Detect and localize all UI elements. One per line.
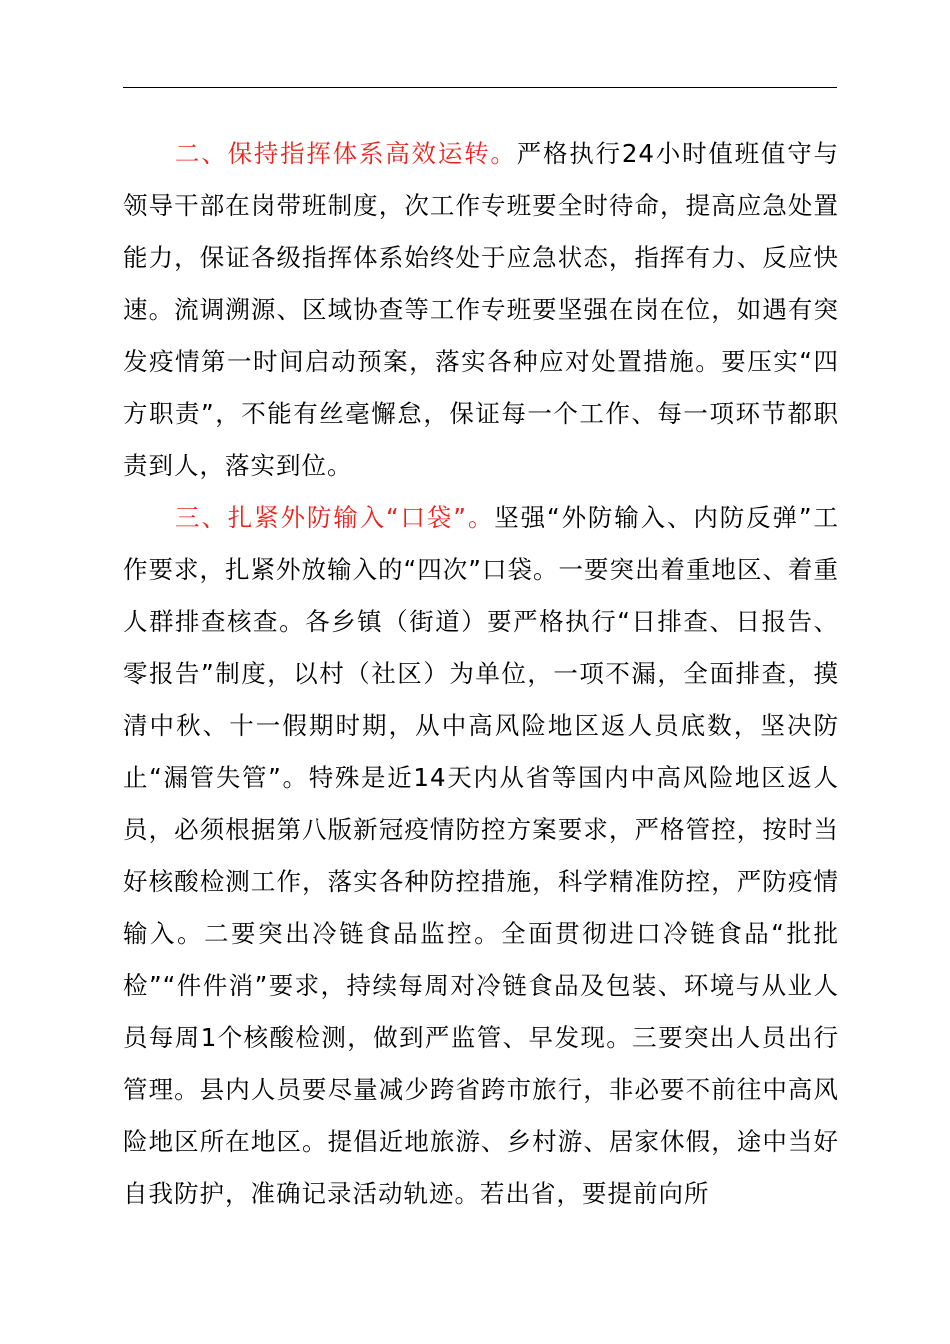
section-heading-two: 二、保持指挥体系高效运转。 bbox=[175, 139, 517, 168]
paragraph-external-defense bbox=[123, 492, 839, 1220]
header-rule bbox=[123, 87, 837, 88]
document-body bbox=[123, 128, 839, 1220]
paragraph-command-system bbox=[123, 128, 839, 492]
section-body-three: 坚强“外防输入、内防反弹”工作要求，扎紧外放输入的“四次”口袋。一要突出着重地区、着重人群排查核查。各乡镇（街道）要严格执行“日排查、日报告、零报告”制度，以村（社区）为单位，一项不漏，全面排查，摸清中秋、十一假期时期，从中高风险地区返人员底数，坚决防止“漏管失管”。特殊是近14天内从省等国内中高风险地区返人员，必须根据第八版新冠疫情防控方案要求，严格管控，按时当好核酸检测工作，落实各种防控措施，科学精准防控，严防疫情输入。二要突出冷链食品监控。全面贯彻进口冷链食品“批批检”“件件消”要求，持续每周对冷链食品及包装、环境与从业人员每周1个核酸检测，做到严监管、早发现。三要突出人员出行管理。县内人员要尽量减少跨省跨市旅行，非必要不前往中高风险地区所在地区。提倡近地旅游、乡村游、居家休假，途中当好自我防护，准确记录活动轨迹。若出省，要提前向所 bbox=[123, 503, 839, 1208]
section-body-two: 严格执行24小时值班值守与领导干部在岗带班制度，次工作专班要全时待命，提高应急处置能力，保证各级指挥体系始终处于应急状态，指挥有力、反应快速。流调溯源、区域协查等工作专班要坚强在岗在位，如遇有突发疫情第一时间启动预案，落实各种应对处置措施。要压实“四方职责”，不能有丝毫懈怠，保证每一个工作、每一项环节都职责到人，落实到位。 bbox=[123, 139, 839, 480]
section-heading-three: 三、扎紧外防输入“口袋”。 bbox=[175, 503, 495, 532]
